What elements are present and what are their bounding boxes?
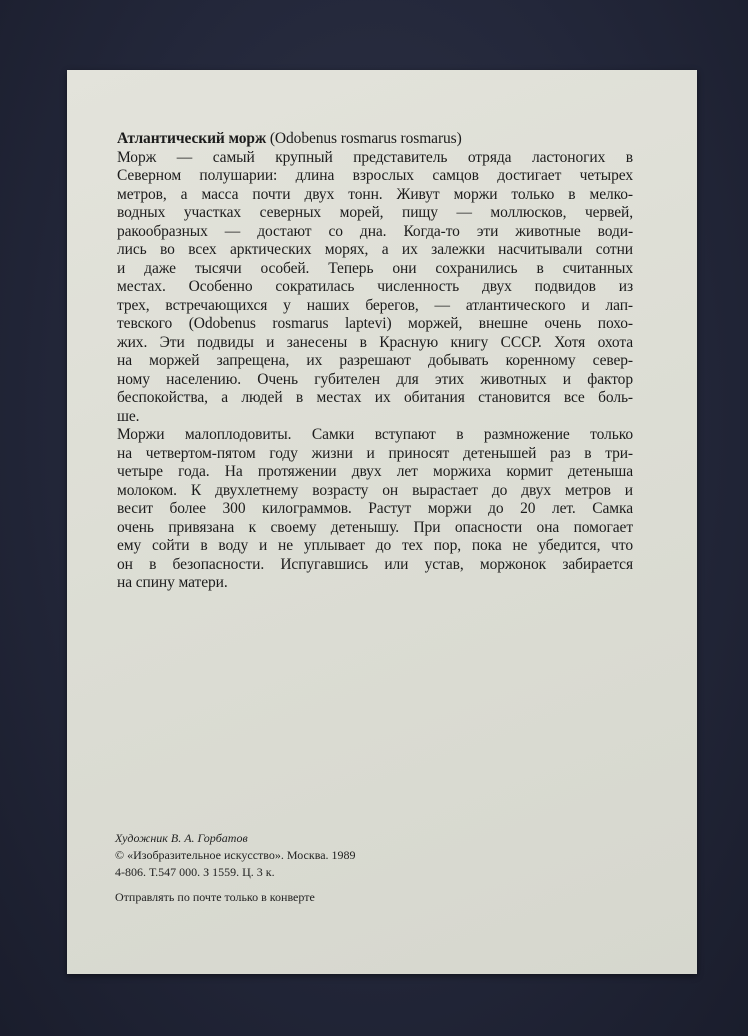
heading	[117, 130, 633, 149]
description-text	[117, 130, 633, 593]
text-line: Морж — самый крупный представитель отряда ластоногих в	[117, 148, 633, 166]
text-line: водных участках северных морей, пищу — моллюсков, червей,	[117, 204, 633, 221]
mail-note: Отправлять по почте только в конверте	[115, 890, 315, 904]
text-line: четыре года. На протяжении двух лет моржиха кормит детеныша	[117, 463, 633, 480]
print-code: 4-806. Т.547 000. З 1559. Ц. 3 к.	[115, 865, 275, 879]
text-line: весит более 300 килограммов. Растут моржи до 20 лет. Самка	[117, 500, 633, 517]
text-line: трех, встречающихся у наших берегов, — атлантического и лап-	[117, 296, 633, 314]
artist-credit	[115, 830, 356, 847]
artist-name: В. А. Горбатов	[170, 831, 248, 845]
paragraph-1	[117, 149, 633, 427]
text-line: местах. Особенно сократилась численность двух подвидов из	[117, 278, 633, 295]
text-line: лись во всех арктических морях, а их залежки насчитывали сотни	[117, 241, 633, 258]
text-line: ракообразных — достают со дна. Когда-то эти животные води-	[117, 222, 633, 240]
text-line: и даже тысячи особей. Теперь они сохранились в считанных	[117, 259, 633, 277]
text-line: ному населению. Очень губителен для этих животных и фактор	[117, 370, 633, 388]
text-line: ше.	[117, 407, 140, 425]
artist-label: Художник	[115, 831, 168, 845]
text-line: жих. Эти подвиды и занесены в Красную книгу СССР. Хотя охота	[117, 333, 633, 351]
paragraph-2	[117, 426, 633, 593]
text-line: он в безопасности. Испугавшись или устав, моржонок забирается	[117, 555, 633, 573]
text-line: метров, а масса почти двух тонн. Живут моржи только в мелко-	[117, 185, 633, 203]
text-line: молоком. К двухлетнему возрасту он вырастает до двух метров и	[117, 481, 633, 499]
text-line: ему сойти в воду и не уплывает до тех пор, пока не убедится, что	[117, 537, 633, 554]
imprint	[115, 830, 356, 906]
text-line: очень привязана к своему детенышу. При опасности она помогает	[117, 518, 633, 536]
text-line: на четвертом-пятом году жизни и приносят детенышей раз в три-	[117, 444, 633, 462]
postcard-back	[67, 70, 697, 974]
text-line: беспокойства, а людей в местах их обитания становится все боль-	[117, 389, 633, 406]
text-line: на спину матери.	[117, 574, 228, 591]
heading-latin-name: (Odobenus rosmarus rosmarus)	[266, 130, 462, 147]
text-line: Северном полушарии: длина взрослых самцов достигает четырех	[117, 167, 633, 184]
heading-title: Атлантический морж	[117, 130, 267, 147]
text-line: Моржи малоплодовиты. Самки вступают в размножение только	[117, 426, 633, 443]
publisher-line: © «Изобразительное искусство». Москва. 1989	[115, 848, 356, 862]
text-line: на моржей запрещена, их разрешают добывать коренному север-	[117, 352, 633, 369]
text-line: тевского (Odobenus rosmarus laptevi) моржей, внешне очень похо-	[117, 315, 633, 332]
